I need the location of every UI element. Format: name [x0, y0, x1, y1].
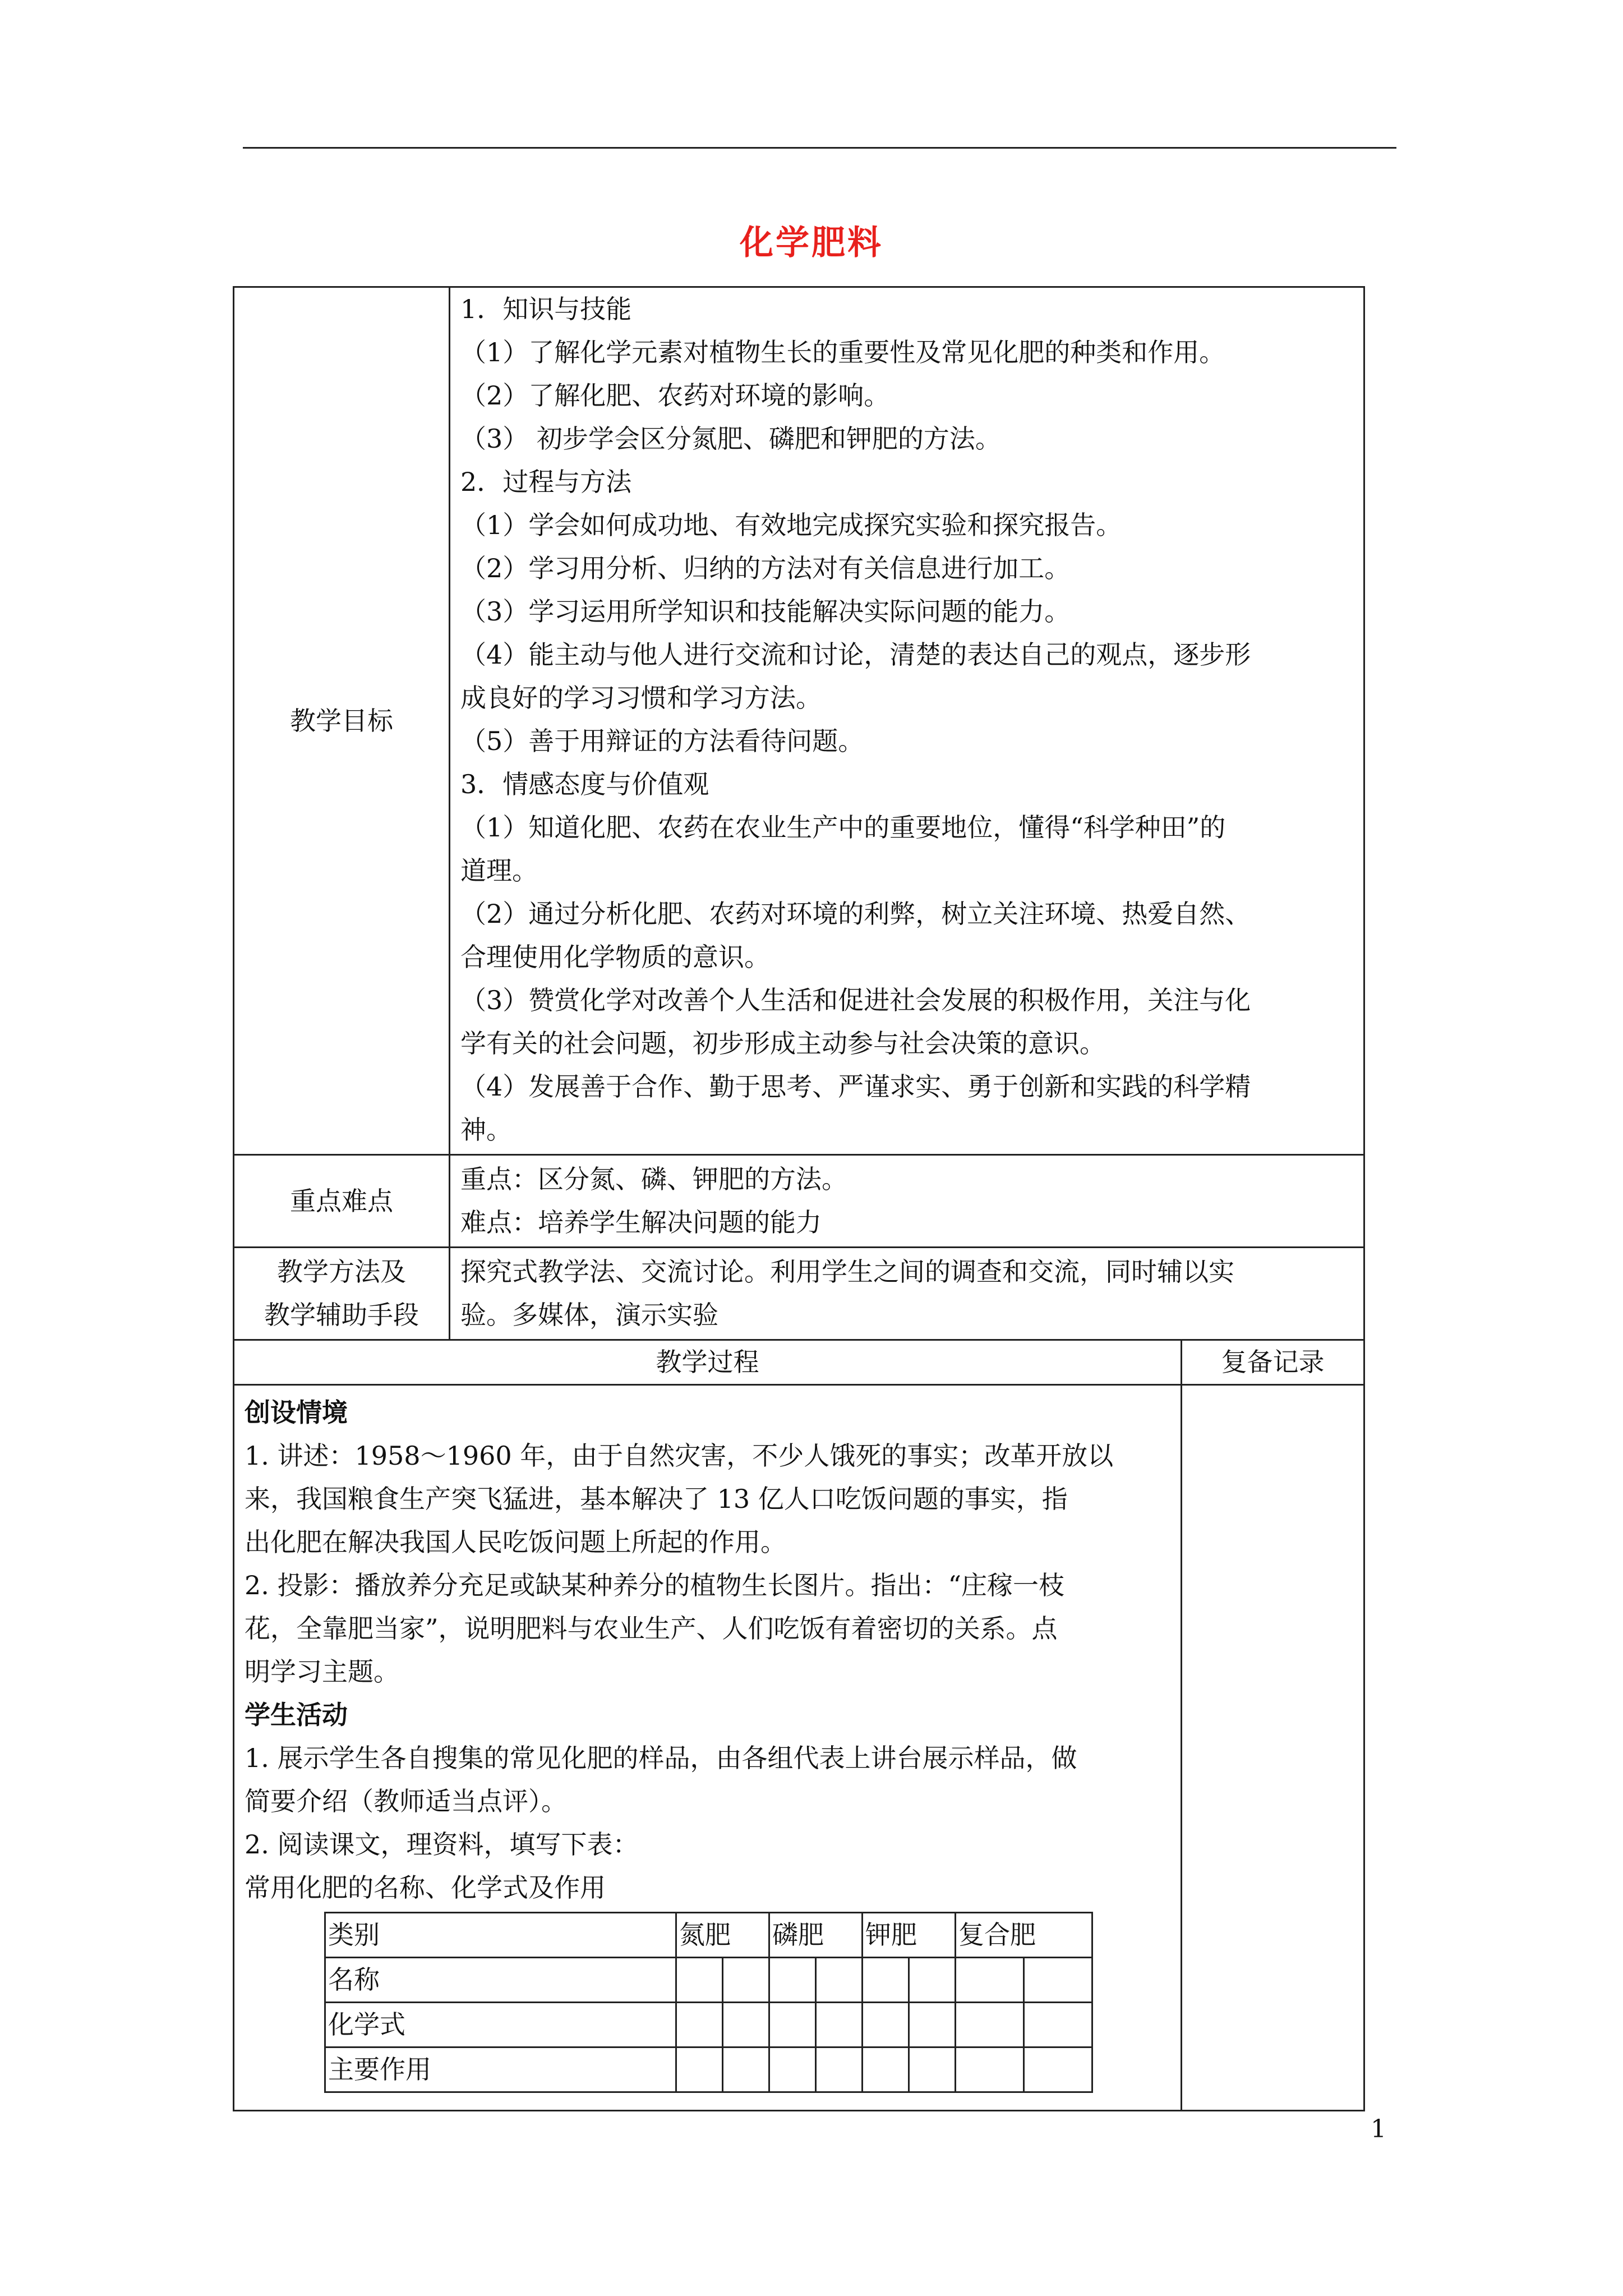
scenario-line: 花，全靠肥当家”，说明肥料与农业生产、人们吃饭有着密切的关系。点: [245, 1613, 1058, 1644]
process-content: [234, 1385, 1182, 2111]
scenario-line: 1. 讲述：1958～1960 年，由于自然灾害，不少人饿死的事实；改革开放以: [245, 1441, 1114, 1471]
empty-cell: [769, 1958, 816, 2003]
objective-line: （1）了解化学元素对植物生长的重要性及常见化肥的种类和作用。: [460, 337, 1225, 367]
fertilizer-header-potassium: 钾肥: [863, 1913, 956, 1958]
notes-column: [1182, 1385, 1364, 2111]
objective-line: 3．情感态度与价值观: [460, 769, 709, 799]
key-points-content: [450, 1155, 1364, 1248]
methods-label-line: 教学方法及: [277, 1257, 406, 1287]
empty-cell: [1024, 2047, 1092, 2092]
header-rule: [243, 147, 1396, 149]
key-points-label: 重点难点: [234, 1155, 450, 1248]
fertilizer-table: [324, 1912, 1093, 2093]
empty-cell: [723, 2003, 769, 2047]
activity-line: 简要介绍（教师适当点评）。: [245, 1786, 567, 1816]
process-header: 教学过程: [234, 1340, 1182, 1385]
empty-cell: [676, 2003, 723, 2047]
empty-cell: [909, 1958, 956, 2003]
objective-line: （3）学习运用所学知识和技能解决实际问题的能力。: [460, 596, 1071, 627]
objective-line: 2．过程与方法: [460, 467, 632, 497]
activity-line: 1. 展示学生各自搜集的常见化肥的样品，由各组代表上讲台展示样品，做: [245, 1743, 1077, 1773]
process-header-row: [234, 1340, 1364, 1385]
methods-content: [450, 1248, 1364, 1340]
fertilizer-row-formula: [325, 2003, 1092, 2047]
objective-line: （3）赞赏化学对改善个人生活和促进社会发展的积极作用，关注与化: [460, 985, 1251, 1015]
section-title-scenario: 创设情境: [245, 1397, 348, 1428]
empty-cell: [1024, 1958, 1092, 2003]
fertilizer-row-label: 主要作用: [325, 2047, 676, 2092]
empty-cell: [676, 1958, 723, 2003]
document-title: 化学肥料: [740, 223, 883, 263]
page-number: 1: [1371, 2115, 1386, 2143]
objective-line: 成良好的学习习惯和学习方法。: [460, 683, 822, 713]
methods-label: [234, 1248, 450, 1340]
methods-label-line: 教学辅助手段: [264, 1300, 419, 1330]
difficulty-line: 难点：培养学生解决问题的能力: [460, 1207, 822, 1237]
empty-cell: [676, 2047, 723, 2092]
scenario-line: 2. 投影：播放养分充足或缺某种养分的植物生长图片。指出：“庄稼一枝: [245, 1570, 1065, 1600]
scenario-line: 来，我国粮食生产突飞猛进，基本解决了 13 亿人口吃饭问题的事实，指: [245, 1484, 1068, 1514]
fertilizer-row-name: [325, 1958, 1092, 2003]
empty-cell: [956, 2003, 1024, 2047]
fertilizer-header-nitrogen: 氮肥: [676, 1913, 769, 1958]
objective-line: （2）学习用分析、归纳的方法对有关信息进行加工。: [460, 553, 1071, 583]
objectives-content: [450, 287, 1364, 1155]
methods-line: 验。多媒体，演示实验: [460, 1300, 718, 1330]
objective-line: （2）通过分析化肥、农药对环境的利弊，树立关注环境、热爱自然、: [460, 899, 1251, 929]
objective-line: 1．知识与技能: [460, 294, 632, 324]
objective-line: 道理。: [460, 855, 538, 886]
empty-cell: [723, 1958, 769, 2003]
fertilizer-header-category: 类别: [325, 1913, 676, 1958]
objective-line: 学有关的社会问题，初步形成主动参与社会决策的意识。: [460, 1028, 1105, 1059]
objective-line: 合理使用化学物质的意识。: [460, 942, 770, 972]
objective-line: （3） 初步学会区分氮肥、磷肥和钾肥的方法。: [460, 424, 1001, 454]
scenario-line: 明学习主题。: [245, 1657, 399, 1687]
fertilizer-row-label: 名称: [325, 1958, 676, 2003]
empty-cell: [816, 1958, 863, 2003]
key-points-row: [234, 1155, 1364, 1248]
objective-line: （4）能主动与他人进行交流和讨论，清楚的表达自己的观点，逐步形: [460, 639, 1251, 670]
empty-cell: [816, 2047, 863, 2092]
process-body-row: [234, 1385, 1364, 2111]
activity-line: 2. 阅读课文，理资料，填写下表：: [245, 1829, 639, 1860]
objective-line: （2）了解化肥、农药对环境的影响。: [460, 380, 890, 411]
activity-line: 常用化肥的名称、化学式及作用: [245, 1872, 606, 1903]
objectives-label: 教学目标: [234, 287, 450, 1155]
objective-line: （1）学会如何成功地、有效地完成探究实验和探究报告。: [460, 510, 1122, 540]
fertilizer-header-compound: 复合肥: [956, 1913, 1092, 1958]
empty-cell: [1024, 2003, 1092, 2047]
empty-cell: [816, 2003, 863, 2047]
section-title-activity: 学生活动: [245, 1700, 348, 1730]
fertilizer-row-label: 化学式: [325, 2003, 676, 2047]
empty-cell: [769, 2047, 816, 2092]
lesson-plan-table: [233, 286, 1365, 2111]
fertilizer-header-row: [325, 1913, 1092, 1958]
empty-cell: [769, 2003, 816, 2047]
methods-row: [234, 1248, 1364, 1340]
empty-cell: [909, 2047, 956, 2092]
objective-line: 神。: [460, 1115, 512, 1145]
empty-cell: [863, 2003, 909, 2047]
objective-line: （4）发展善于合作、勤于思考、严谨求实、勇于创新和实践的科学精: [460, 1071, 1251, 1102]
objective-line: （5）善于用辩证的方法看待问题。: [460, 726, 864, 756]
fertilizer-header-phosphorus: 磷肥: [769, 1913, 863, 1958]
empty-cell: [909, 2003, 956, 2047]
objectives-row: [234, 287, 1364, 1155]
empty-cell: [956, 2047, 1024, 2092]
key-point-line: 重点：区分氮、磷、钾肥的方法。: [460, 1164, 847, 1194]
empty-cell: [863, 1958, 909, 2003]
empty-cell: [863, 2047, 909, 2092]
fertilizer-row-function: [325, 2047, 1092, 2092]
methods-line: 探究式教学法、交流讨论。利用学生之间的调查和交流，同时辅以实: [460, 1257, 1234, 1287]
empty-cell: [723, 2047, 769, 2092]
notes-header: 复备记录: [1182, 1340, 1364, 1385]
objective-line: （1）知道化肥、农药在农业生产中的重要地位，懂得“科学种田”的: [460, 812, 1226, 843]
empty-cell: [956, 1958, 1024, 2003]
scenario-line: 出化肥在解决我国人民吃饭问题上所起的作用。: [245, 1527, 786, 1557]
